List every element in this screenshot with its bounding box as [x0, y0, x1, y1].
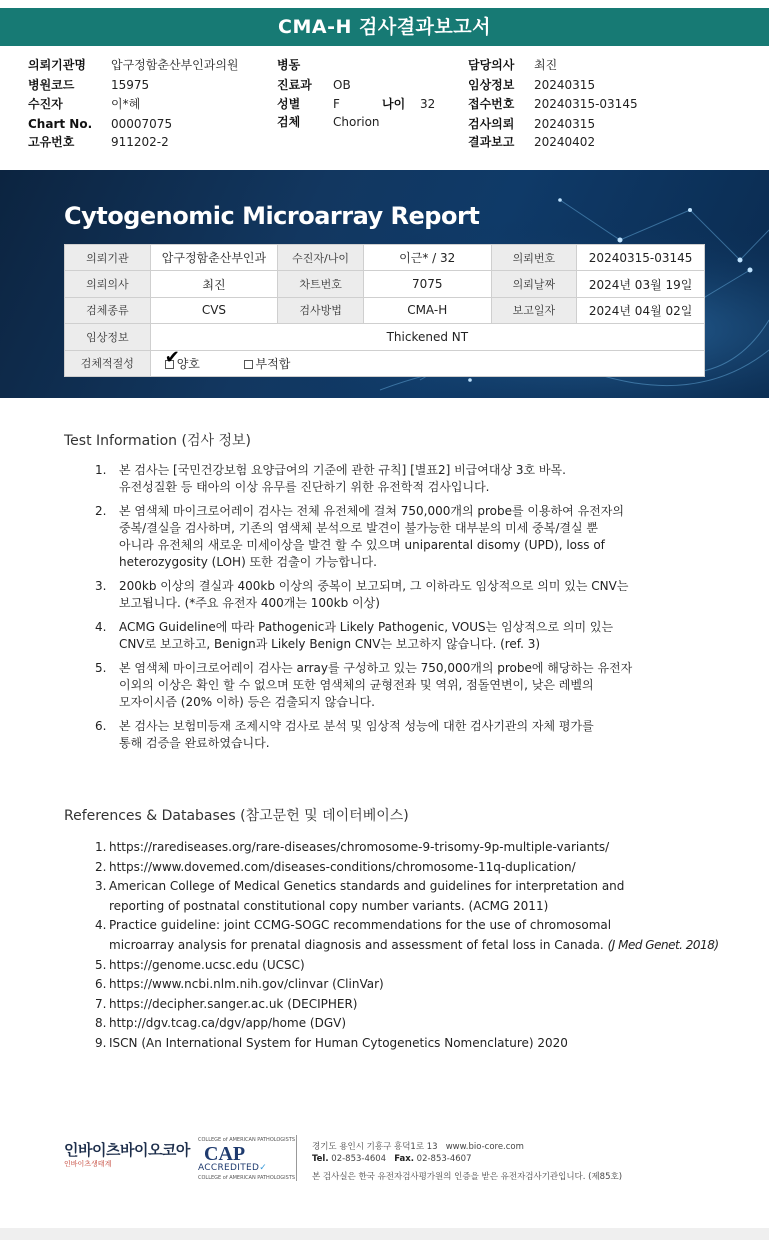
item-line: American College of Medical Genetics standards and guidelines for interpretation and — [109, 879, 625, 894]
item-number: 9. — [95, 1035, 107, 1050]
list-item — [95, 619, 705, 653]
list-item — [95, 995, 735, 1015]
item-number: 7. — [95, 996, 107, 1011]
test-info-list — [95, 462, 705, 759]
references-title: References & Databases (참고문헌 및 데이터베이스) — [64, 808, 409, 824]
item-line: 유전성질환 등 태아의 이상 유무를 진단하기 위한 유전학적 검사입니다. — [119, 480, 490, 494]
list-item — [95, 916, 735, 955]
list-item — [95, 838, 735, 858]
reference-link[interactable]: http://dgv.tcag.ca/dgv/app/home (DGV) — [109, 1016, 347, 1031]
header-value: 20240315 — [534, 117, 596, 131]
header-value: F — [333, 97, 340, 111]
company-address-line — [312, 1140, 524, 1152]
reference-link[interactable]: https://decipher.sanger.ac.uk (DECIPHER) — [109, 996, 358, 1011]
item-line: microarray analysis for prenatal diagnosis and assessment of fetal loss in Canada. — [109, 937, 604, 952]
table-value: 7075 — [363, 271, 491, 297]
suitability-bad-label: 부적합 — [255, 356, 291, 371]
header-label: 성별 — [277, 97, 301, 111]
header-label: 병원코드 — [28, 78, 75, 92]
item-line: Practice guideline: joint CCMG-SOGC recommendations for the use of chromosomal — [109, 918, 612, 933]
company-logo-subtitle: 인바이츠생태계 — [64, 1160, 112, 1168]
report-summary-table — [64, 244, 705, 377]
item-number: 6. — [95, 977, 107, 992]
item-number: 1. — [95, 840, 107, 854]
item-number: 4. — [95, 918, 107, 933]
header-value: OB — [333, 78, 351, 92]
item-number: 3. — [95, 579, 107, 593]
table-value: 2024년 04월 02일 — [577, 297, 705, 323]
header-label: 의뢰기관명 — [28, 58, 86, 72]
cap-org-name: COLLEGE of AMERICAN PATHOLOGISTS — [198, 1137, 296, 1143]
suitability-good-label: 양호 — [176, 356, 200, 371]
item-line: 아니라 유전체의 새로운 미세이상을 발견 할 수 있으며 uniparental disomy (UPD), loss of — [119, 538, 605, 552]
table-row — [65, 297, 705, 323]
header-value: 20240315 — [534, 78, 596, 92]
footer-divider — [296, 1135, 297, 1181]
item-line: heterozygosity (LOH) 또한 검출이 가능합니다. — [119, 555, 377, 569]
table-key: 보고일자 — [491, 297, 577, 323]
item-number: 1. — [95, 463, 107, 477]
item-number: 8. — [95, 1016, 107, 1031]
header-label: 담당의사 — [468, 58, 515, 72]
company-logo: 인바이츠바이오코아 — [64, 1141, 190, 1159]
reference-link[interactable]: https://genome.ucsc.edu (UCSC) — [109, 957, 305, 972]
references-list — [95, 838, 735, 1054]
table-row — [65, 324, 705, 350]
item-line: reporting of postnatal constitutional copy number variants. (ACMG 2011) — [109, 898, 549, 913]
clinical-info-value: Thickened NT — [150, 324, 704, 350]
header-label: 수진자 — [28, 97, 63, 111]
table-key: 의뢰의사 — [65, 271, 151, 297]
header-value: 최진 — [534, 58, 558, 72]
page-bottom-strip — [0, 1228, 769, 1240]
specimen-suitability — [150, 346, 704, 376]
checkmark-icon: ✓ — [259, 1163, 268, 1173]
header-label: 검체 — [277, 115, 301, 129]
item-number: 5. — [95, 957, 107, 972]
header-label: 나이 — [382, 97, 406, 111]
item-line: 본 염색체 마이크로어레이 검사는 array를 구성하고 있는 750,000개의 probe에 해당하는 유전자 — [119, 661, 633, 675]
tel-number: 02-853-4604 — [331, 1154, 387, 1164]
list-item — [95, 956, 735, 976]
list-item — [95, 718, 705, 752]
checkbox-unsuitable — [244, 360, 253, 369]
header-value: 이*혜 — [111, 97, 141, 111]
item-line: 본 검사는 [국민건강보험 요양급여의 기준에 관한 규칙] [별표2] 비급여대상 3호 바목. — [119, 463, 566, 477]
table-key: 검사방법 — [278, 297, 364, 323]
table-key: 의뢰날짜 — [491, 271, 577, 297]
reference-link[interactable]: https://rarediseases.org/rare-diseases/chromosome-9-trisomy-9p-multiple-variants/ — [109, 840, 610, 854]
header-label: 병동 — [277, 58, 301, 72]
header-label: 진료과 — [277, 78, 312, 92]
company-address: 경기도 용인시 기흥구 흥덕1로 13 — [312, 1142, 438, 1152]
item-line: 이외의 이상은 확인 할 수 없으며 또한 염색체의 균형전좌 및 역위, 점돌연변이, 낮은 레벨의 — [119, 678, 594, 692]
list-item — [95, 660, 705, 711]
reference-link[interactable]: https://www.dovemed.com/diseases-conditions/chromosome-11q-duplication/ — [109, 859, 576, 874]
table-key: 차트번호 — [278, 271, 364, 297]
table-value: 압구정함춘산부인과 — [150, 245, 278, 271]
tel-label: Tel. — [312, 1154, 329, 1164]
company-contact-line — [312, 1154, 471, 1164]
table-key: 검체종류 — [65, 297, 151, 323]
item-line: CNV로 보고하고, Benign과 Likely Benign CNV는 보고하지 않습니다. (ref. 3) — [119, 637, 541, 651]
table-row — [65, 271, 705, 297]
list-item — [95, 1034, 735, 1054]
certification-note: 본 검사실은 한국 유전자검사평가원의 인증을 받은 유전자검사기관입니다. (제85호) — [312, 1172, 623, 1182]
list-item — [95, 975, 735, 995]
journal-citation: (J Med Genet. 2018) — [607, 937, 719, 952]
header-value: 15975 — [111, 78, 150, 92]
table-key: 수진자/나이 — [278, 245, 364, 271]
header-value: 20240315-03145 — [534, 97, 638, 111]
company-website[interactable]: www.bio-core.com — [445, 1142, 524, 1152]
table-key: 의뢰기관 — [65, 245, 151, 271]
table-row — [65, 350, 705, 376]
item-line: ACMG Guideline에 따라 Pathogenic과 Likely Pathogenic, VOUS는 임상적으로 의미 있는 — [119, 620, 614, 634]
table-value: 이근* / 32 — [363, 245, 491, 271]
item-line: 본 염색체 마이크로어레이 검사는 전체 유전체에 걸쳐 750,000개의 probe를 이용하여 유전자의 — [119, 504, 624, 518]
table-key: 의뢰번호 — [491, 245, 577, 271]
item-number: 2. — [95, 859, 107, 874]
header-value: 32 — [420, 97, 436, 111]
table-value: 20240315-03145 — [577, 245, 705, 271]
list-item — [95, 877, 735, 916]
item-number: 6. — [95, 719, 107, 733]
item-line: 모자이시즘 (20% 이하) 등은 검출되지 않습니다. — [119, 695, 375, 709]
list-item — [95, 462, 705, 496]
reference-link[interactable]: https://www.ncbi.nlm.nih.gov/clinvar (ClinVar) — [109, 977, 384, 992]
table-key: 검체적절성 — [65, 350, 151, 376]
header-label: 고유번호 — [28, 135, 75, 149]
item-line: 통해 검증을 완료하였습니다. — [119, 736, 270, 750]
list-item — [95, 503, 705, 571]
report-title: CMA-H 검사결과보고서 — [0, 8, 769, 46]
item-line: ISCN (An International System for Human Cytogenetics Nomenclature) 2020 — [109, 1035, 568, 1050]
item-line: 본 검사는 보험미등재 조제시약 검사로 분석 및 임상적 성능에 대한 검사기관의 자체 평가를 — [119, 719, 594, 733]
table-value: CMA-H — [363, 297, 491, 323]
item-line: 200kb 이상의 결실과 400kb 이상의 중복이 보고되며, 그 이하라도 임상적으로 의미 있는 CNV는 — [119, 579, 629, 593]
header-label: 결과보고 — [468, 135, 515, 149]
cap-logo: CAP — [204, 1143, 246, 1165]
item-line: 보고됩니다. (*주요 유전자 400개는 100kb 이상) — [119, 596, 380, 610]
header-value: 00007075 — [111, 117, 173, 131]
item-number: 5. — [95, 661, 107, 675]
header-value: 20240402 — [534, 135, 596, 149]
header-label: 임상정보 — [468, 78, 515, 92]
cap-org-name-bottom: COLLEGE of AMERICAN PATHOLOGISTS — [198, 1175, 296, 1181]
header-value: 911202-2 — [111, 135, 169, 149]
table-value: 최진 — [150, 271, 278, 297]
header-value: 압구정함춘산부인과의원 — [111, 58, 239, 72]
item-number: 2. — [95, 504, 107, 518]
item-number: 4. — [95, 620, 107, 634]
banner-title: Cytogenomic Microarray Report — [64, 202, 480, 230]
table-row — [65, 245, 705, 271]
page-footer — [64, 1135, 704, 1185]
header-label: 접수번호 — [468, 97, 515, 111]
header-label: Chart No. — [28, 117, 93, 131]
item-line: 중복/결실을 검사하며, 기존의 염색체 분석으로 발견이 불가능한 대부분의 미세 중복/결실 뿐 — [119, 521, 598, 535]
fax-number: 02-853-4607 — [416, 1154, 472, 1164]
checkmark-icon: ✔ — [164, 346, 180, 368]
list-item — [95, 578, 705, 612]
test-info-title: Test Information (검사 정보) — [64, 433, 251, 449]
cap-accredited — [198, 1163, 267, 1173]
list-item — [95, 1014, 735, 1034]
item-number: 3. — [95, 879, 107, 894]
fax-label: Fax. — [394, 1154, 414, 1164]
table-key: 임상정보 — [65, 324, 151, 350]
header-value: Chorion — [333, 115, 380, 129]
header-label: 검사의뢰 — [468, 117, 515, 131]
cap-accredited-label: ACCREDITED — [198, 1163, 260, 1173]
table-value: CVS — [150, 297, 278, 323]
list-item — [95, 858, 735, 878]
table-value: 2024년 03월 19일 — [577, 271, 705, 297]
